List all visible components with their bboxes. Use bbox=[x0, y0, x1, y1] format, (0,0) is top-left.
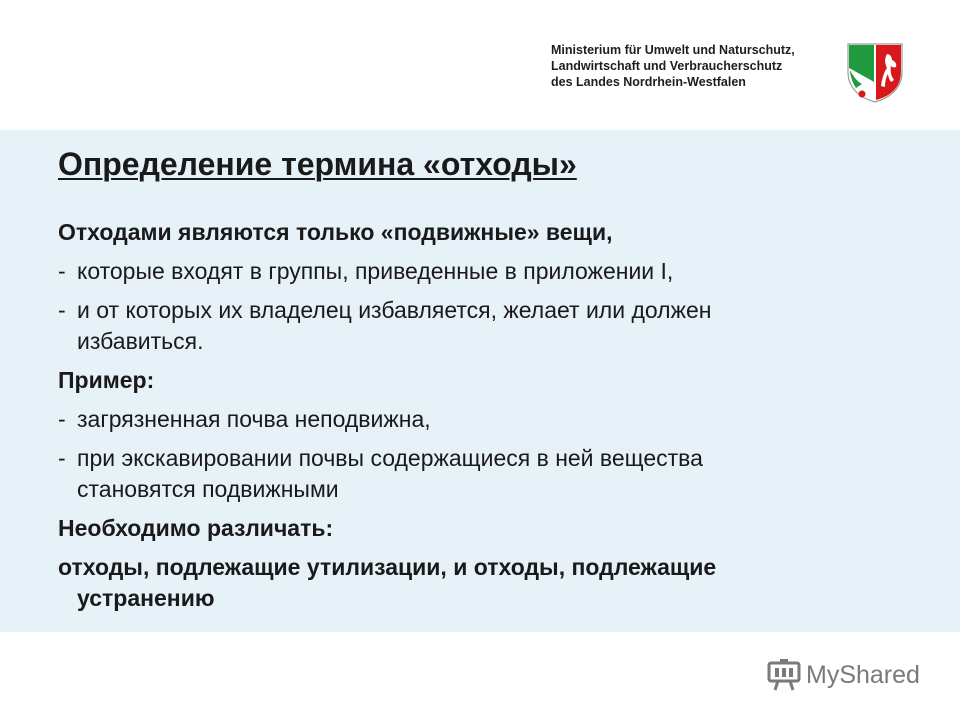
list-item-text: и от которых их владелец избавляется, желает или должен bbox=[77, 297, 712, 323]
slide-header bbox=[0, 0, 960, 130]
intro-text: Отходами являются только «подвижные» вещи, bbox=[58, 219, 613, 245]
nrw-coat-of-arms-icon bbox=[844, 42, 906, 104]
example-label: Пример: bbox=[58, 367, 155, 393]
list-item-text: которые входят в группы, приведенные в приложении I, bbox=[77, 258, 674, 284]
list-item-continuation: становятся подвижными bbox=[77, 476, 339, 502]
ministry-line-2: Landwirtschaft und Verbraucherschutz bbox=[551, 59, 783, 73]
watermark-text: MyShared bbox=[806, 660, 920, 689]
page-title: Определение термина «отходы» bbox=[58, 146, 577, 182]
list-item-text: загрязненная почва неподвижна, bbox=[77, 406, 431, 432]
conclusion-continuation: устранению bbox=[77, 585, 215, 611]
ministry-line-3: des Landes Nordrhein-Westfalen bbox=[551, 75, 746, 89]
conclusion-text: отходы, подлежащие утилизации, и отходы, подлежащие bbox=[58, 554, 717, 580]
ministry-name bbox=[551, 42, 795, 90]
projector-icon bbox=[766, 657, 802, 693]
bullet-dash: - bbox=[58, 445, 66, 471]
distinguish-label: Необходимо различать: bbox=[58, 515, 334, 541]
watermark bbox=[766, 655, 920, 695]
list-item-text: при экскавировании почвы содержащиеся в ней вещества bbox=[77, 445, 703, 471]
bullet-dash: - bbox=[58, 297, 66, 323]
bullet-dash: - bbox=[58, 406, 66, 432]
ministry-line-1: Ministerium für Umwelt und Naturschutz, bbox=[551, 43, 795, 57]
bullet-dash: - bbox=[58, 258, 66, 284]
list-item-continuation: избавиться. bbox=[77, 328, 204, 354]
